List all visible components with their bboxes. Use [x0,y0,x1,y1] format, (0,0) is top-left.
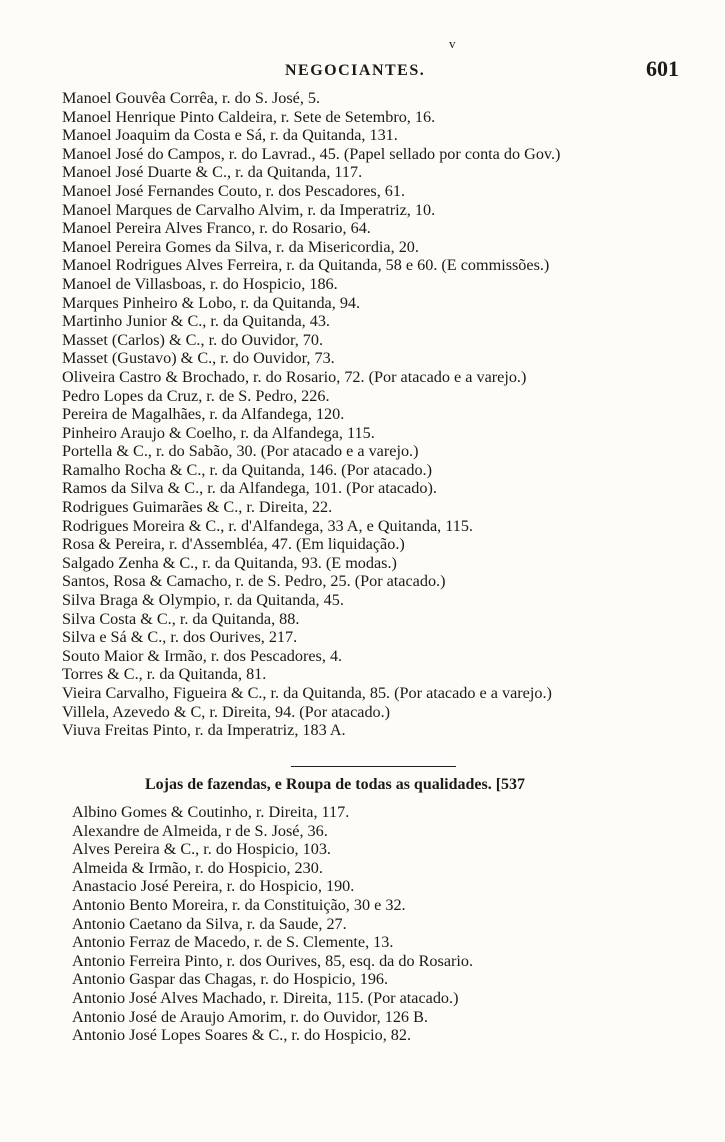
running-title: NEGOCIANTES. [285,62,426,79]
list-item: Manoel de Villasboas, r. do Hospicio, 186. [62,274,338,293]
list-item: Antonio Gaspar das Chagas, r. do Hospicio, 196. [72,970,389,989]
list-item: Pereira de Magalhães, r. da Alfandega, 120. [62,405,345,424]
list-item: Portella & C., r. do Sabão, 30. (Por atacado e a varejo.) [62,442,419,461]
list-item: Manoel José do Campos, r. do Lavrad., 45. (Papel sellado por conta do Gov.) [62,144,561,163]
list-item: Manoel Rodrigues Alves Ferreira, r. da Quitanda, 58 e 60. (E commissões.) [62,256,550,275]
list-item: Silva Braga & Olympio, r. da Quitanda, 45. [62,591,344,610]
lojas-list [72,803,473,1045]
page-header [0,56,725,86]
page-number: 601 [646,56,679,81]
list-item: Rodrigues Moreira & C., r. d'Alfandega, 33 A, e Quitanda, 115. [62,516,473,535]
list-item: Manoel José Duarte & C., r. da Quitanda, 117. [62,163,363,182]
list-item: Antonio José Alves Machado, r. Direita, 115. (Por atacado.) [72,988,459,1007]
list-item: Albino Gomes & Coutinho, r. Direita, 117. [72,803,350,821]
list-item: Manoel Gouvêa Corrêa, r. do S. José, 5. [62,89,321,107]
list-item: Masset (Gustavo) & C., r. do Ouvidor, 73. [62,349,335,368]
list-item: Manoel Henrique Pinto Caldeira, r. Sete de Setembro, 16. [62,107,436,126]
section-divider [291,766,456,767]
list-item: Vieira Carvalho, Figueira & C., r. da Quitanda, 85. (Por atacado e a varejo.) [62,684,552,702]
list-item: Torres & C., r. da Quitanda, 81. [62,665,267,684]
list-item: Souto Maior & Irmão, r. dos Pescadores, 4. [62,646,343,665]
list-item: Manoel José Fernandes Couto, r. dos Pescadores, 61. [62,181,406,200]
list-item: Santos, Rosa & Camacho, r. de S. Pedro, 25. (Por atacado.) [62,572,446,591]
list-item: Antonio Ferreira Pinto, r. dos Ourives, 85, esq. da do Rosario. [72,951,474,970]
printer-mark: v [449,36,456,51]
list-item: Antonio Bento Moreira, r. da Constituição, 30 e 32. [72,895,406,914]
list-item: Pedro Lopes da Cruz, r. de S. Pedro, 226. [62,386,330,405]
list-item: Villela, Azevedo & C, r. Direita, 94. (Por atacado.) [62,702,391,721]
list-item: Silva Costa & C., r. da Quitanda, 88. [62,609,300,628]
list-item: Alexandre de Almeida, r de S. José, 36. [72,821,328,840]
list-item: Manoel Joaquim da Costa e Sá, r. da Quitanda, 131. [62,126,398,145]
negociantes-list [62,89,560,740]
list-item: Manoel Pereira Gomes da Silva, r. da Misericordia, 20. [62,237,419,256]
list-item: Salgado Zenha & C., r. da Quitanda, 93. (E modas.) [62,553,397,572]
list-item: Silva e Sá & C., r. dos Ourives, 217. [62,628,298,647]
list-item: Antonio José de Araujo Amorim, r. do Ouvidor, 126 B. [72,1007,428,1026]
list-item: Viuva Freitas Pinto, r. da Imperatriz, 183 A. [62,721,346,740]
list-item: Masset (Carlos) & C., r. do Ouvidor, 70. [62,330,324,349]
list-item: Anastacio José Pereira, r. do Hospicio, 190. [72,877,355,896]
list-item: Oliveira Castro & Brochado, r. do Rosario, 72. (Por atacado e a varejo.) [62,367,527,386]
list-item: Pinheiro Araujo & Coelho, r. da Alfandega, 115. [62,423,375,442]
list-item: Antonio Ferraz de Macedo, r. de S. Clemente, 13. [72,933,394,952]
list-item: Rodrigues Guimarães & C., r. Direita, 22. [62,498,333,517]
section-heading: Lojas de fazendas, e Roupa de todas as qualidades. [537 [145,776,526,793]
list-item: Manoel Pereira Alves Franco, r. do Rosario, 64. [62,219,371,238]
list-item: Martinho Junior & C., r. da Quitanda, 43. [62,312,330,331]
list-item: Marques Pinheiro & Lobo, r. da Quitanda, 94. [62,293,361,312]
list-item: Manoel Marques de Carvalho Alvim, r. da Imperatriz, 10. [62,200,436,219]
list-item: Alves Pereira & C., r. do Hospicio, 103. [72,840,331,859]
list-item: Ramos da Silva & C., r. da Alfandega, 101. (Por atacado). [62,479,437,498]
list-item: Ramalho Rocha & C., r. da Quitanda, 146. (Por atacado.) [62,460,432,479]
list-item: Rosa & Pereira, r. d'Assembléa, 47. (Em liquidação.) [62,535,405,554]
list-item: Antonio Caetano da Silva, r. da Saude, 27. [72,914,347,933]
list-item: Antonio José Lopes Soares & C., r. do Hospicio, 82. [72,1026,412,1045]
list-item: Almeida & Irmão, r. do Hospicio, 230. [72,858,323,877]
